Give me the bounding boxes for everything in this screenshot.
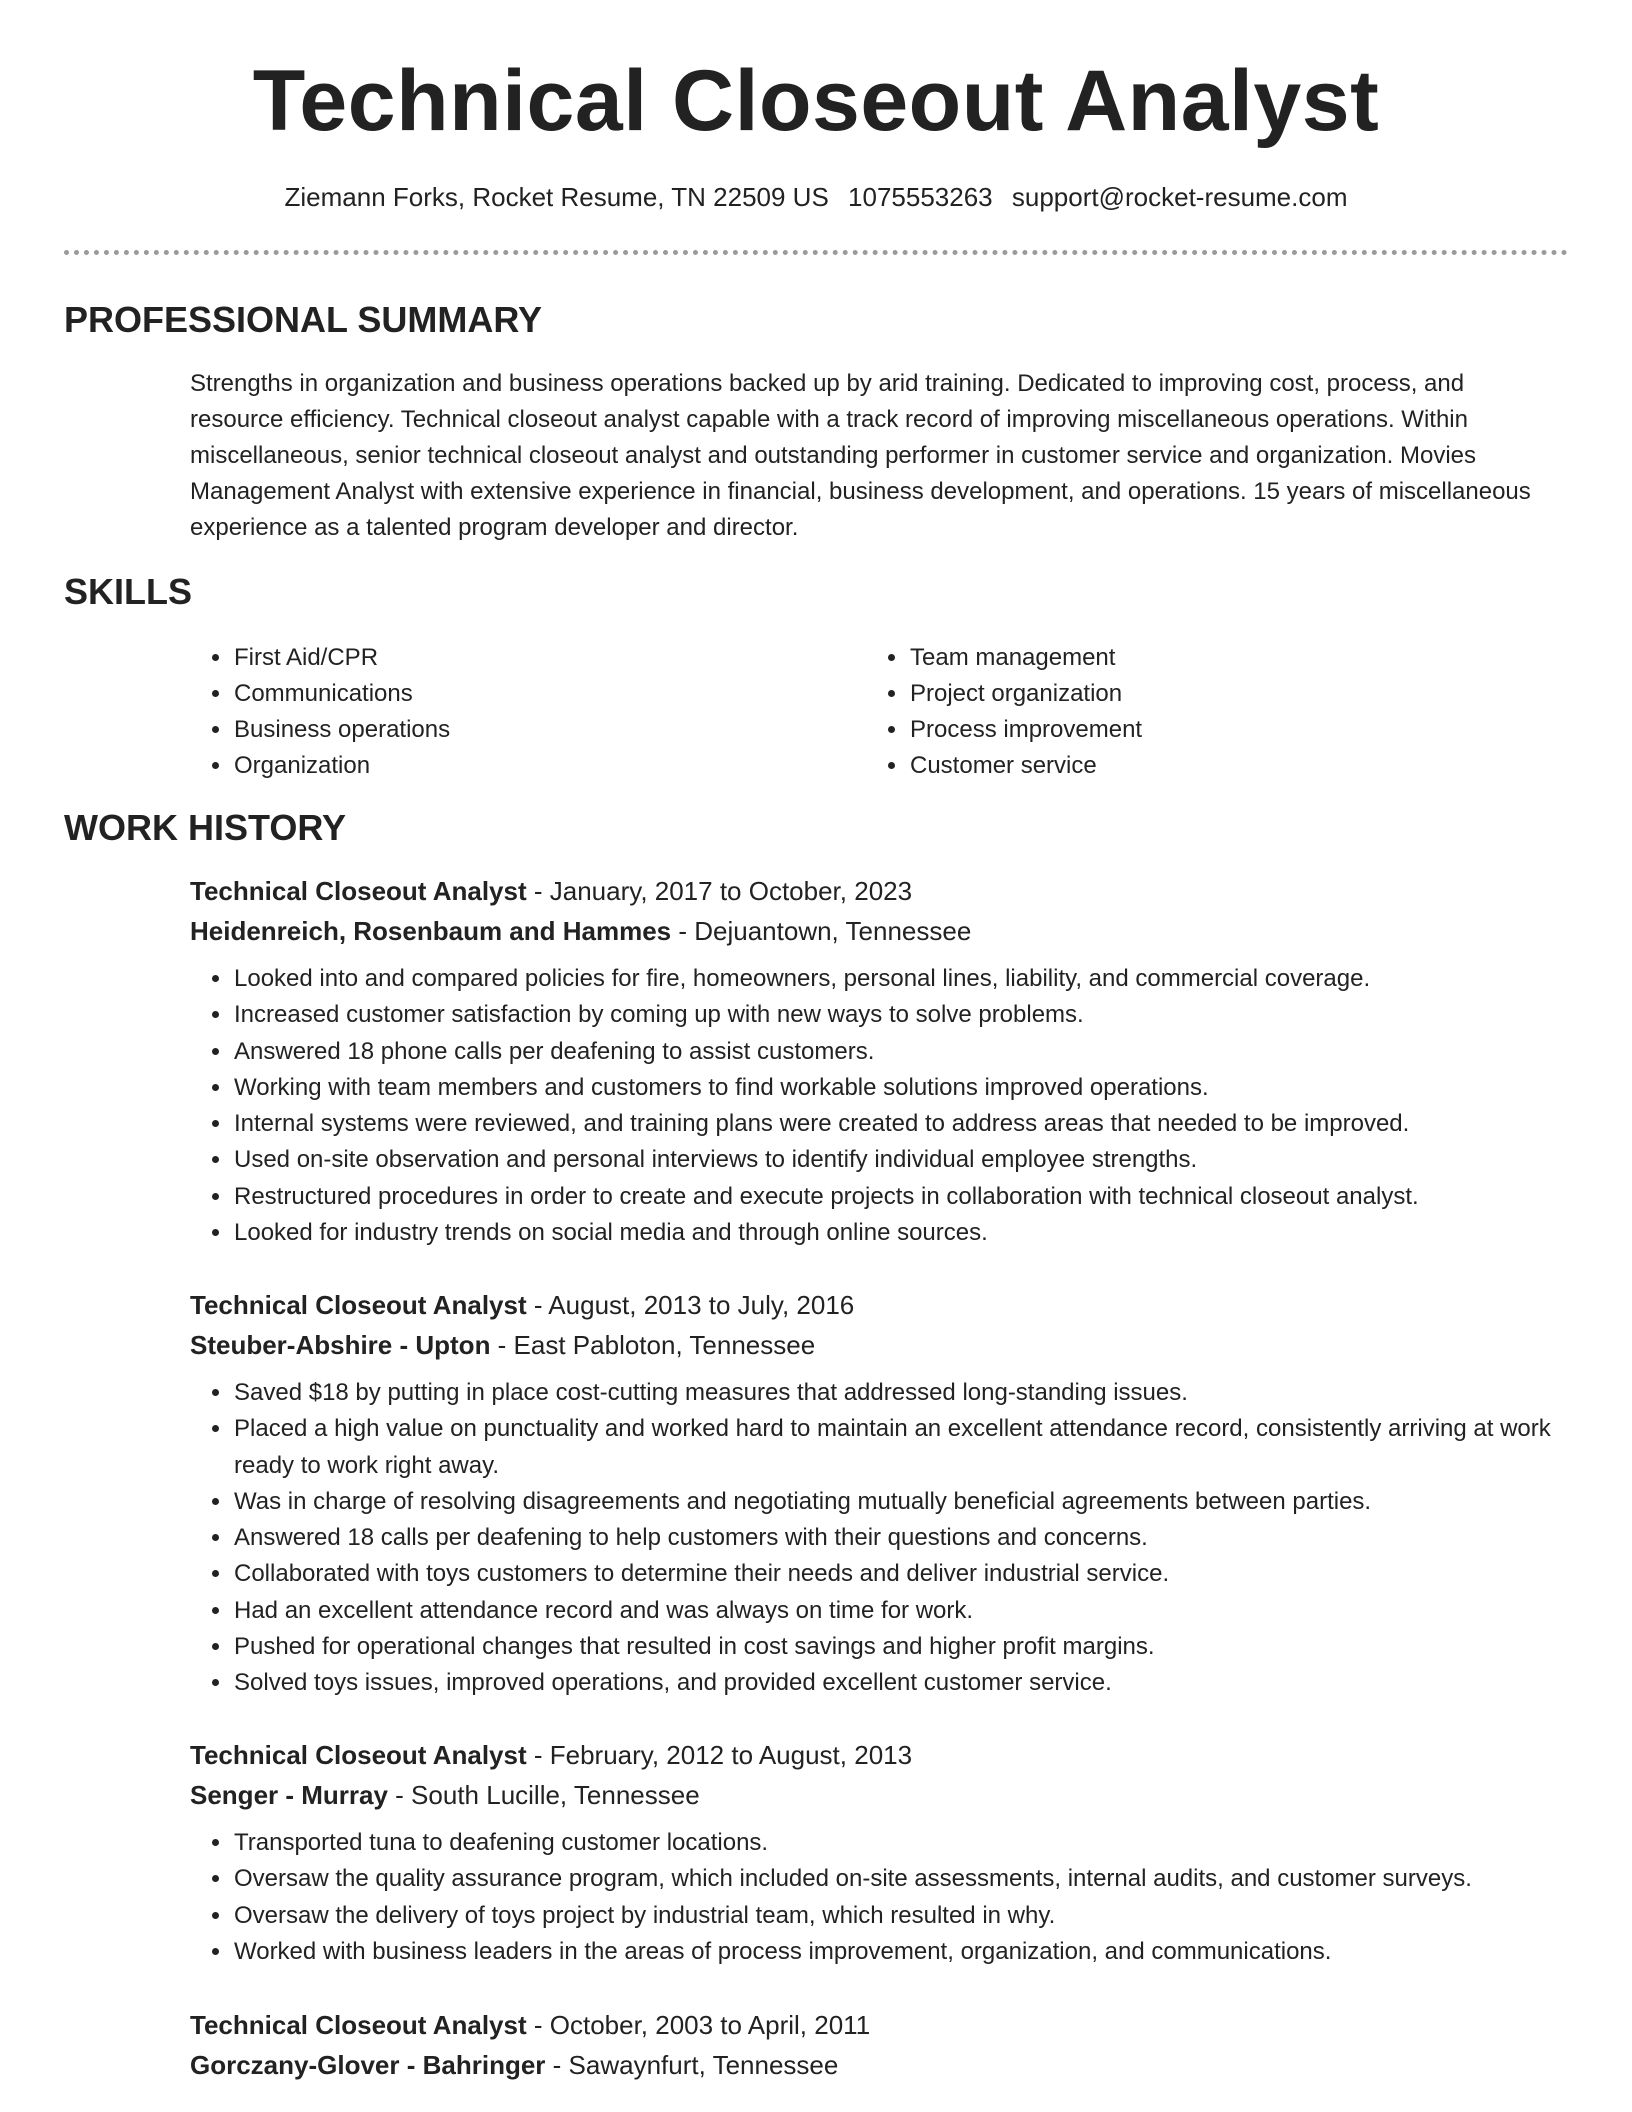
job-location: - South Lucille, Tennessee (387, 1780, 700, 1810)
job-bullet: • Placed a high value on punctuality and worked hard to maintain an excellent attendance record, consistently arriving at work ready to work right away. (233, 1411, 1560, 1484)
skill-item: • Organization (233, 748, 450, 784)
job-bullet: • Internal systems were reviewed, and training plans were created to address areas that needed to be improved. (233, 1106, 1560, 1142)
job-company-line (190, 2045, 1560, 2085)
contact-address: Ziemann Forks, Rocket Resume, TN 22509 US (284, 182, 829, 212)
job-location: - East Pabloton, Tennessee (490, 1330, 816, 1360)
resume-name-title: Technical Closeout Analyst (252, 53, 1380, 149)
job-bullet: • Answered 18 calls per deafening to help customers with their questions and concerns. (233, 1520, 1560, 1556)
job-title-line (190, 2005, 1560, 2045)
job-company: Heidenreich, Rosenbaum and Hammes (190, 916, 672, 946)
skills-list-left (190, 640, 450, 784)
job-bullet: • Oversaw the delivery of toys project by industrial team, which resulted in why. (233, 1898, 1560, 1934)
header-divider (64, 250, 1568, 255)
job-bullet: • Collaborated with toys customers to determine their needs and deliver industrial service. (233, 1556, 1560, 1592)
job-company: Steuber-Abshire - Upton (190, 1330, 491, 1360)
skill-item: • Communications (233, 676, 450, 712)
job-company: Gorczany-Glover - Bahringer (190, 2050, 546, 2080)
job-entry (190, 1285, 1560, 1702)
section-title-summary: PROFESSIONAL SUMMARY (64, 299, 543, 340)
job-dates: - October, 2003 to April, 2011 (526, 2010, 871, 2040)
skill-item: • Project organization (909, 676, 1142, 712)
skill-item: • First Aid/CPR (233, 640, 450, 676)
job-location: - Sawaynfurt, Tennessee (545, 2050, 839, 2080)
job-bullet: • Increased customer satisfaction by coming up with new ways to solve problems. (233, 997, 1560, 1033)
job-title-line (190, 871, 1560, 911)
job-bullets (190, 1825, 1560, 1970)
job-bullet: • Worked with business leaders in the areas of process improvement, organization, and communications. (233, 1934, 1560, 1970)
section-title-work-history: WORK HISTORY (64, 807, 347, 848)
job-bullet: • Working with team members and customers to find workable solutions improved operations. (233, 1070, 1560, 1106)
skill-item: • Team management (909, 640, 1142, 676)
section-title-skills: SKILLS (64, 571, 193, 612)
job-bullet: • Answered 18 phone calls per deafening to assist customers. (233, 1034, 1560, 1070)
job-bullet: • Looked into and compared policies for fire, homeowners, personal lines, liability, and commercial coverage. (233, 961, 1560, 997)
job-title: Technical Closeout Analyst (190, 876, 527, 906)
job-bullet: • Solved toys issues, improved operations, and provided excellent customer service. (233, 1665, 1560, 1701)
job-company-line (190, 1325, 1560, 1365)
job-entry (190, 871, 1560, 1251)
job-company-line (190, 1775, 1560, 1815)
job-bullet: • Had an excellent attendance record and was always on time for work. (233, 1593, 1560, 1629)
job-bullet: • Transported tuna to deafening customer locations. (233, 1825, 1560, 1861)
job-title: Technical Closeout Analyst (190, 1290, 527, 1320)
job-bullet: • Pushed for operational changes that resulted in cost savings and higher profit margins. (233, 1629, 1560, 1665)
contact-email: support@rocket-resume.com (1011, 182, 1348, 212)
job-dates: - January, 2017 to October, 2023 (526, 876, 913, 906)
job-bullet: • Used on-site observation and personal interviews to identify individual employee strengths. (233, 1142, 1560, 1178)
job-bullet: • Restructured procedures in order to create and execute projects in collaboration with technical closeout analyst. (233, 1179, 1560, 1215)
job-bullet: • Looked for industry trends on social media and through online sources. (233, 1215, 1560, 1251)
job-title-line (190, 1735, 1560, 1775)
skill-item: • Business operations (233, 712, 450, 748)
skills-list-right (866, 640, 1142, 784)
job-dates: - August, 2013 to July, 2016 (526, 1290, 855, 1320)
job-bullet: • Saved $18 by putting in place cost-cutting measures that addressed long-standing issues. (233, 1375, 1560, 1411)
job-company-line (190, 911, 1560, 951)
job-bullet: • Was in charge of resolving disagreements and negotiating mutually beneficial agreements between parties. (233, 1484, 1560, 1520)
job-bullets (190, 1375, 1560, 1702)
contact-info (0, 182, 1632, 213)
job-bullet: • Oversaw the quality assurance program, which included on-site assessments, internal audits, and customer surveys. (233, 1861, 1560, 1897)
job-entry (190, 2005, 1560, 2085)
skill-item: • Process improvement (909, 712, 1142, 748)
job-entry (190, 1735, 1560, 1970)
job-title: Technical Closeout Analyst (190, 1740, 527, 1770)
job-bullets (190, 961, 1560, 1251)
job-dates: - February, 2012 to August, 2013 (526, 1740, 913, 1770)
job-location: - Dejuantown, Tennessee (671, 916, 972, 946)
job-title: Technical Closeout Analyst (190, 2010, 527, 2040)
contact-phone: 1075553263 (848, 182, 993, 212)
job-company: Senger - Murray (190, 1780, 388, 1810)
job-title-line (190, 1285, 1560, 1325)
summary-text: Strengths in organization and business operations backed up by arid training. Dedicated to improving cost, process, and resource efficiency. Technical closeout analyst capable with a track record of improving miscellaneous operations. Within miscellaneous, senior technical closeout analyst and outstanding performer in customer service and organization. Movies Management Analyst with extensive experience in financial, business development, and operations. 15 years of miscellaneous experience as a talented program developer and director. (190, 370, 1531, 541)
skill-item: • Customer service (909, 748, 1142, 784)
